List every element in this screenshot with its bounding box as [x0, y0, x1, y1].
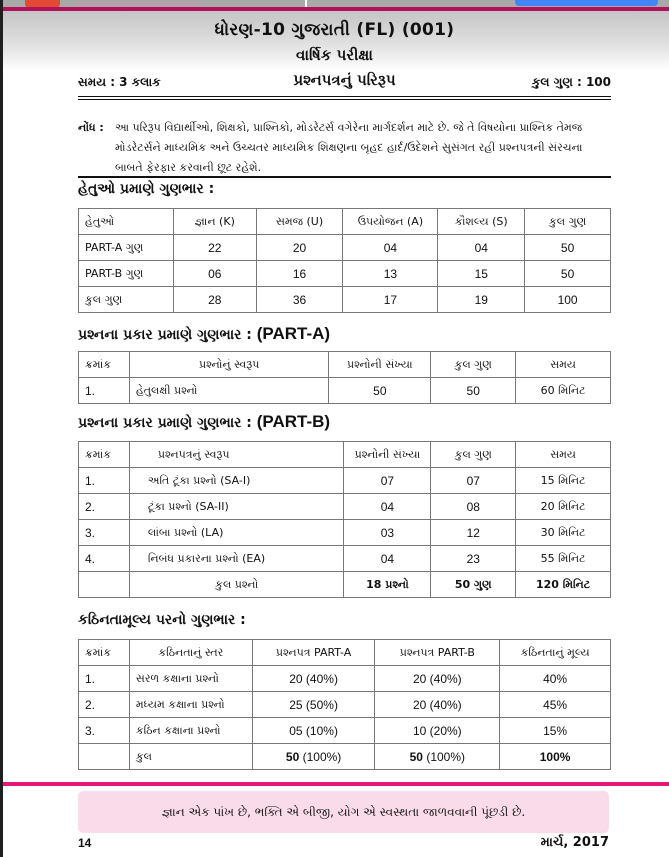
header-double-rule — [78, 96, 611, 100]
table-cell: PART-B ગુણ — [79, 261, 174, 287]
table-header: સમય — [516, 352, 611, 378]
table-cell: કુલ — [129, 744, 252, 770]
total-percent: (100%) — [299, 749, 342, 764]
table-cell: 07 — [431, 468, 516, 494]
footer-accent-rule — [3, 782, 669, 786]
section-title-part-a — [78, 324, 330, 344]
table-header: પ્રશ્નોનું સ્વરૂપ — [129, 352, 328, 378]
note-text: આ પરિરૂપ વિદ્યાર્થીઓ, શિક્ષકો, પ્રાશ્નિકો, મોડરેટર્સ વગેરેના માર્ગદર્શન માટે છે. જે તે વિષયોના પ્રાશ્નિક તેમજ મોડરેટર્સને માધ્યમિક અને ઉચ્ચતર માધ્યમિક શિક્ષણના બૃહદ હાર્દ/ઉદેશને સુસંગત રહી પ્રશ્નપત્રની સંરચના બાબતે ફેરફાર કરવાની છૂટ રહેશે. — [115, 121, 583, 174]
table-cell: સરળ કક્ષાના પ્રશ્નો — [129, 666, 252, 692]
table-cell: 50 — [525, 261, 611, 287]
table-row — [79, 468, 611, 494]
table-cell: 05 (10%) — [252, 718, 375, 744]
table-cell: 30 મિનિટ — [516, 520, 611, 546]
table-cell: 120 મિનિટ — [516, 572, 611, 598]
exam-meta-row — [78, 71, 611, 93]
table-cell: 04 — [344, 546, 431, 572]
difficulty-table — [78, 639, 611, 770]
table-cell: 1. — [79, 666, 130, 692]
table-header: કુલ ગુણ — [525, 209, 611, 235]
table-cell: 50 — [329, 378, 431, 404]
table-cell: 4. — [79, 546, 130, 572]
table-cell: 1. — [79, 468, 130, 494]
table-header: કુલ ગુણ — [431, 442, 516, 468]
blueprint-heading: પ્રશ્નપત્રનું પરિરૂપ — [293, 71, 396, 89]
table-cell: ટૂંકા પ્રશ્નો (SA-II) — [129, 494, 344, 520]
part-b-table — [78, 441, 611, 598]
table-row — [79, 666, 611, 692]
section-title-part: (PART-B) — [256, 412, 331, 431]
table-header: હેતુઓ — [79, 209, 174, 235]
table-cell: PART-A ગુણ — [79, 235, 174, 261]
table-header: પ્રશ્નોની સંખ્યા — [329, 352, 431, 378]
table-cell: 50 — [525, 235, 611, 261]
exam-total-marks: કુલ ગુણ : 100 — [531, 75, 611, 89]
table-cell: 04 — [343, 235, 438, 261]
section-title-part: (PART-A) — [256, 324, 331, 343]
table-header: ઉપયોજન (A) — [343, 209, 438, 235]
table-header: કુલ ગુણ — [431, 352, 516, 378]
table-header: પ્રશ્નપત્ર PART-A — [252, 640, 375, 666]
table-cell: 12 — [431, 520, 516, 546]
table-cell: મધ્યમ કક્ષાના પ્રશ્નો — [129, 692, 252, 718]
table-cell: 45% — [500, 692, 611, 718]
table-header: કઠિનતાનું સ્તર — [129, 640, 252, 666]
table-cell: 2. — [79, 494, 130, 520]
table-cell: 13 — [343, 261, 438, 287]
table-total-row — [79, 572, 611, 598]
table-header: પ્રશ્નપત્ર PART-B — [375, 640, 500, 666]
table-cell: નિબંધ પ્રકારના પ્રશ્નો (EA) — [129, 546, 344, 572]
table-cell — [375, 744, 500, 770]
table-row — [79, 378, 611, 404]
note-block — [78, 118, 611, 178]
table-row — [79, 287, 611, 313]
note-rule — [78, 176, 611, 178]
table-cell: 100 — [525, 287, 611, 313]
table-cell: 36 — [256, 287, 343, 313]
table-cell: 20 — [256, 235, 343, 261]
table-cell: 03 — [344, 520, 431, 546]
table-cell: કઠિન કક્ષાના પ્રશ્નો — [129, 718, 252, 744]
section-title-part-b — [78, 412, 330, 432]
table-cell: 16 — [256, 261, 343, 287]
table-cell: 20 (40%) — [252, 666, 375, 692]
table-cell: 3. — [79, 520, 130, 546]
table-total-row — [79, 744, 611, 770]
table-row — [79, 261, 611, 287]
objectives-table — [78, 208, 611, 313]
table-cell: 07 — [344, 468, 431, 494]
exam-duration: સમય : 3 કલાક — [78, 75, 161, 89]
table-row — [79, 235, 611, 261]
table-header: જ્ઞાન (K) — [173, 209, 256, 235]
table-cell — [79, 744, 130, 770]
table-cell: 04 — [438, 235, 525, 261]
page-number: 14 — [78, 836, 92, 850]
table-cell: 15% — [500, 718, 611, 744]
table-cell: હેતુલક્ષી પ્રશ્નો — [129, 378, 328, 404]
table-cell: લાંબા પ્રશ્નો (LA) — [129, 520, 344, 546]
table-cell: 55 મિનિટ — [516, 546, 611, 572]
table-cell: 25 (50%) — [252, 692, 375, 718]
table-cell: 10 (20%) — [375, 718, 500, 744]
table-cell: 3. — [79, 718, 130, 744]
table-cell: 17 — [343, 287, 438, 313]
table-header: સમજ (U) — [256, 209, 343, 235]
table-cell: 100% — [500, 744, 611, 770]
table-cell: 19 — [438, 287, 525, 313]
total-value: 50 — [409, 749, 423, 764]
table-cell: 18 પ્રશ્નો — [344, 572, 431, 598]
footer-quote-box: જ્ઞાન એક પાંખ છે, ભક્તિ એ બીજી, યોગ એ સ્વસ્થતા જાળવવાની પૂંછડી છે. — [78, 791, 609, 833]
publication-date: માર્ચ, 2017 — [540, 835, 609, 850]
table-cell: 1. — [79, 378, 130, 404]
total-percent: (100%) — [422, 749, 466, 764]
table-row — [79, 546, 611, 572]
table-cell: 50 ગુણ — [431, 572, 516, 598]
table-cell: કુલ પ્રશ્નો — [129, 572, 344, 598]
table-header: સમય — [516, 442, 611, 468]
table-cell: 23 — [431, 546, 516, 572]
table-header: કૌશલ્ય (S) — [438, 209, 525, 235]
table-cell: 22 — [173, 235, 256, 261]
table-cell: 20 (40%) — [375, 692, 500, 718]
table-cell — [79, 572, 130, 598]
table-header: કઠિનતાનું મૂલ્ય — [500, 640, 611, 666]
table-cell: 28 — [173, 287, 256, 313]
table-cell: 60 મિનિટ — [516, 378, 611, 404]
table-cell: 40% — [500, 666, 611, 692]
table-cell: 15 મિનિટ — [516, 468, 611, 494]
total-value: 50 — [285, 749, 300, 764]
viewer-left-edge — [0, 0, 3, 857]
page-title: ધોરણ-10 ગુજરાતી (FL) (001) — [214, 20, 455, 40]
table-cell: 08 — [431, 494, 516, 520]
note-label: નોંધ : — [78, 121, 104, 134]
table-cell: 06 — [173, 261, 256, 287]
table-row — [79, 692, 611, 718]
table-header-row — [79, 209, 611, 235]
table-row — [79, 494, 611, 520]
table-header: ક્રમાંક — [79, 352, 130, 378]
table-cell: 50 — [431, 378, 516, 404]
page-subtitle: વાર્ષિક પરીક્ષા — [296, 46, 373, 64]
table-header: ક્રમાંક — [79, 442, 130, 468]
section-title-text: પ્રશ્નના પ્રકાર પ્રમાણે ગુણભાર : — [78, 415, 252, 431]
section-title-objectives: હેતુઓ પ્રમાણે ગુણભાર : — [78, 181, 215, 197]
section-title-text: પ્રશ્નના પ્રકાર પ્રમાણે ગુણભાર : — [78, 327, 252, 343]
table-cell: અતિ ટૂંકા પ્રશ્નો (SA-I) — [129, 468, 344, 494]
table-header: ક્રમાંક — [79, 640, 130, 666]
table-cell: 20 (40%) — [375, 666, 500, 692]
table-cell: 20 મિનિટ — [516, 494, 611, 520]
part-a-table — [78, 351, 611, 404]
table-header-row — [79, 352, 611, 378]
section-title-difficulty: કઠિનતામૂલ્ય પરનો ગુણભાર : — [78, 612, 246, 628]
table-header: પ્રશ્નપત્રનું સ્વરૂપ — [129, 442, 344, 468]
table-cell: કુલ ગુણ — [79, 287, 174, 313]
table-cell: 15 — [438, 261, 525, 287]
table-header-row — [79, 442, 611, 468]
table-cell: 04 — [344, 494, 431, 520]
table-row — [79, 520, 611, 546]
table-cell — [252, 744, 375, 770]
table-header-row — [79, 640, 611, 666]
table-row — [79, 718, 611, 744]
table-cell: 2. — [79, 692, 130, 718]
table-header: પ્રશ્નોની સંખ્યા — [344, 442, 431, 468]
